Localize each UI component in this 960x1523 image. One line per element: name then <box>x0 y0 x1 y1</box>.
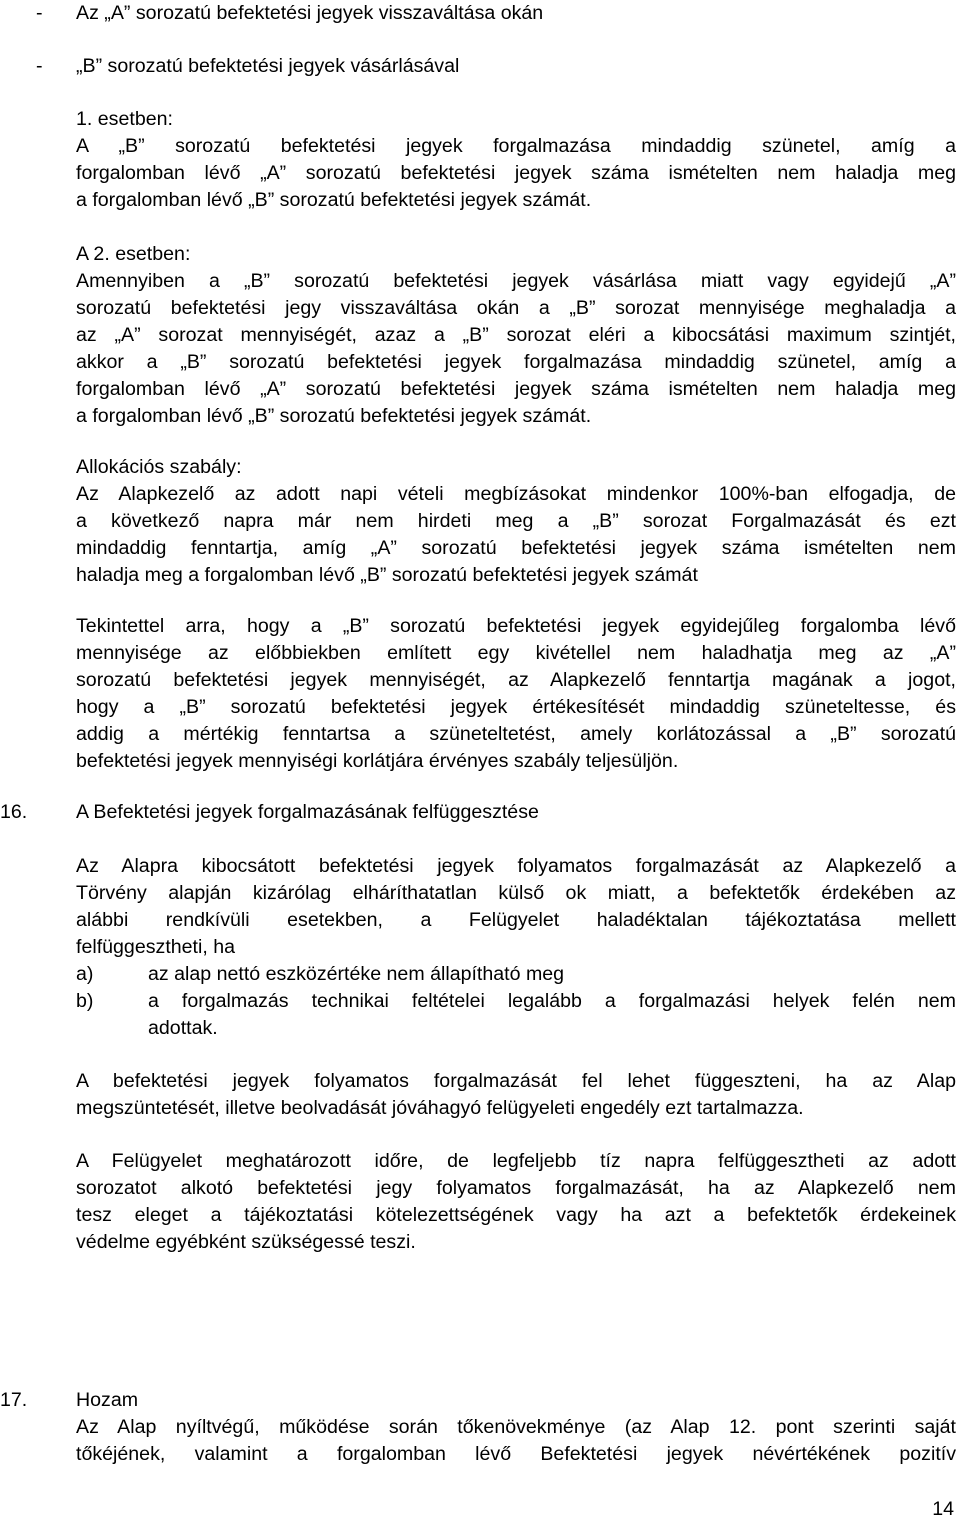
text-line: sorozatú befektetési jegy visszaváltása okán a „B” sorozat mennyisége meghaladja a <box>76 297 956 319</box>
text-line: Amennyiben a „B” sorozatú befektetési jegyek vásárlása miatt vagy egyidejű „A” <box>76 270 956 292</box>
text-line: Az Alap nyíltvégű, működése során tőkenövekménye (az Alap 12. pont szerinti saját <box>76 1416 956 1438</box>
text-line: az „A” sorozat mennyiségét, azaz a „B” sorozat eléri a kibocsátási maximum szintjét, <box>76 324 956 346</box>
text-line: sorozatot alkotó befektetési jegy folyamatos forgalmazását, ha az Alapkezelő nem <box>76 1177 956 1199</box>
allocation-heading: Allokációs szabály: <box>76 456 242 478</box>
text-line: felfüggesztheti, ha <box>76 936 236 958</box>
text-line: tesz eleget a tájékoztatási kötelezettségének vagy ha azt a befektetők érdekeinek <box>76 1204 956 1226</box>
case2-block <box>76 241 956 430</box>
allocation-block <box>76 454 956 589</box>
section-17-number: 17. <box>0 1389 28 1411</box>
text-line: akkor a „B” sorozatú befektetési jegyek forgalmazása mindaddig szünetel, amíg a <box>76 351 956 373</box>
text-line: forgalomban lévő „A” sorozatú befektetési jegyek száma ismételten nem haladja meg <box>76 162 956 184</box>
list-item-text <box>148 988 956 1042</box>
tekintettel-paragraph <box>76 613 956 775</box>
case2-heading: A 2. esetben: <box>76 243 191 265</box>
section-16-number: 16. <box>0 801 28 823</box>
text-line: A befektetési jegyek folyamatos forgalmazását fel lehet függeszteni, ha az Alap <box>76 1070 956 1092</box>
text-line: haladja meg a forgalomban lévő „B” sorozatú befektetési jegyek számát <box>76 564 698 586</box>
text-line: addig a mértékig fenntartsa a szüneteltetést, amely korlátozással a „B” sorozatú <box>76 723 956 745</box>
text-line: A „B” sorozatú befektetési jegyek forgalmazása mindaddig szünetel, amíg a <box>76 135 956 157</box>
text-line: befektetési jegyek mennyiségi korlátjára érvényes szabály teljesüljön. <box>76 750 679 772</box>
section-16-paragraph-3 <box>76 1148 956 1256</box>
text-line: mennyisége az előbbiekben említett egy kivétellel nem haladhatja meg az „A” <box>76 642 956 664</box>
list-item-text: az alap nettó eszközértéke nem állapítható meg <box>148 963 565 985</box>
text-line: védelme egyébként szükségessé teszi. <box>76 1231 416 1253</box>
text-line: a forgalomban lévő „B” sorozatú befektetési jegyek számát. <box>76 405 592 427</box>
text-line: a forgalomban lévő „B” sorozatú befektetési jegyek számát. <box>76 189 592 211</box>
bullet-text: Az „A” sorozatú befektetési jegyek visszaváltása okán <box>76 2 544 24</box>
text-line: megszüntetését, illetve beolvadását jóváhagyó felügyeleti engedély ezt tartalmazza. <box>76 1097 804 1119</box>
text-line: alábbi rendkívüli esetekben, a Felügyelet haladéktalan tájékoztatása mellett <box>76 909 956 931</box>
text-line: adottak. <box>148 1017 218 1039</box>
section-17-block <box>76 1387 956 1468</box>
text-line: Az Alapkezelő az adott napi vételi megbízásokat mindenkor 100%-ban elfogadja, de <box>76 483 956 505</box>
text-line: Törvény alapján kizárólag elháríthatatlan külső ok miatt, a befektetők érdekében az <box>76 882 956 904</box>
text-line: forgalomban lévő „A” sorozatú befektetési jegyek száma ismételten nem haladja meg <box>76 378 956 400</box>
bullet-dash: - <box>36 55 43 77</box>
text-line: Az Alapra kibocsátott befektetési jegyek folyamatos forgalmazását az Alapkezelő a <box>76 855 956 877</box>
bullet-text: „B” sorozatú befektetési jegyek vásárlásával <box>76 55 460 77</box>
section-16-title: A Befektetési jegyek forgalmazásának felfüggesztése <box>76 801 539 823</box>
text-line: hogy a „B” sorozatú befektetési jegyek értékesítését mindaddig szüneteltesse, és <box>76 696 956 718</box>
bullet-dash: - <box>36 2 43 24</box>
text-line: A Felügyelet meghatározott időre, de legfeljebb tíz napra felfüggesztheti az adott <box>76 1150 956 1172</box>
text-line: mindaddig fenntartja, amíg „A” sorozatú befektetési jegyek száma ismételten nem <box>76 537 956 559</box>
text-line: Tekintettel arra, hogy a „B” sorozatú befektetési jegyek egyidejűleg forgalomba lévő <box>76 615 956 637</box>
list-item-label: b) <box>76 990 94 1012</box>
text-line: a forgalmazás technikai feltételei legalább a forgalmazási helyek felén nem <box>148 990 956 1012</box>
section-17-title: Hozam <box>76 1389 139 1411</box>
list-item-label: a) <box>76 963 94 985</box>
case1-block <box>76 106 956 214</box>
section-16-intro <box>76 853 956 961</box>
text-line: sorozatú befektetési jegyek mennyiségét, az Alapkezelő fenntartja magának a jogot, <box>76 669 956 691</box>
text-line: tőkéjének, valamint a forgalomban lévő Befektetési jegyek névértékének pozitív <box>76 1443 956 1465</box>
section-16-paragraph-2 <box>76 1068 956 1122</box>
case1-heading: 1. esetben: <box>76 108 173 130</box>
text-line: a következő napra már nem hirdeti meg a „B” sorozat Forgalmazását és ezt <box>76 510 956 532</box>
page-number: 14 <box>932 1498 954 1520</box>
